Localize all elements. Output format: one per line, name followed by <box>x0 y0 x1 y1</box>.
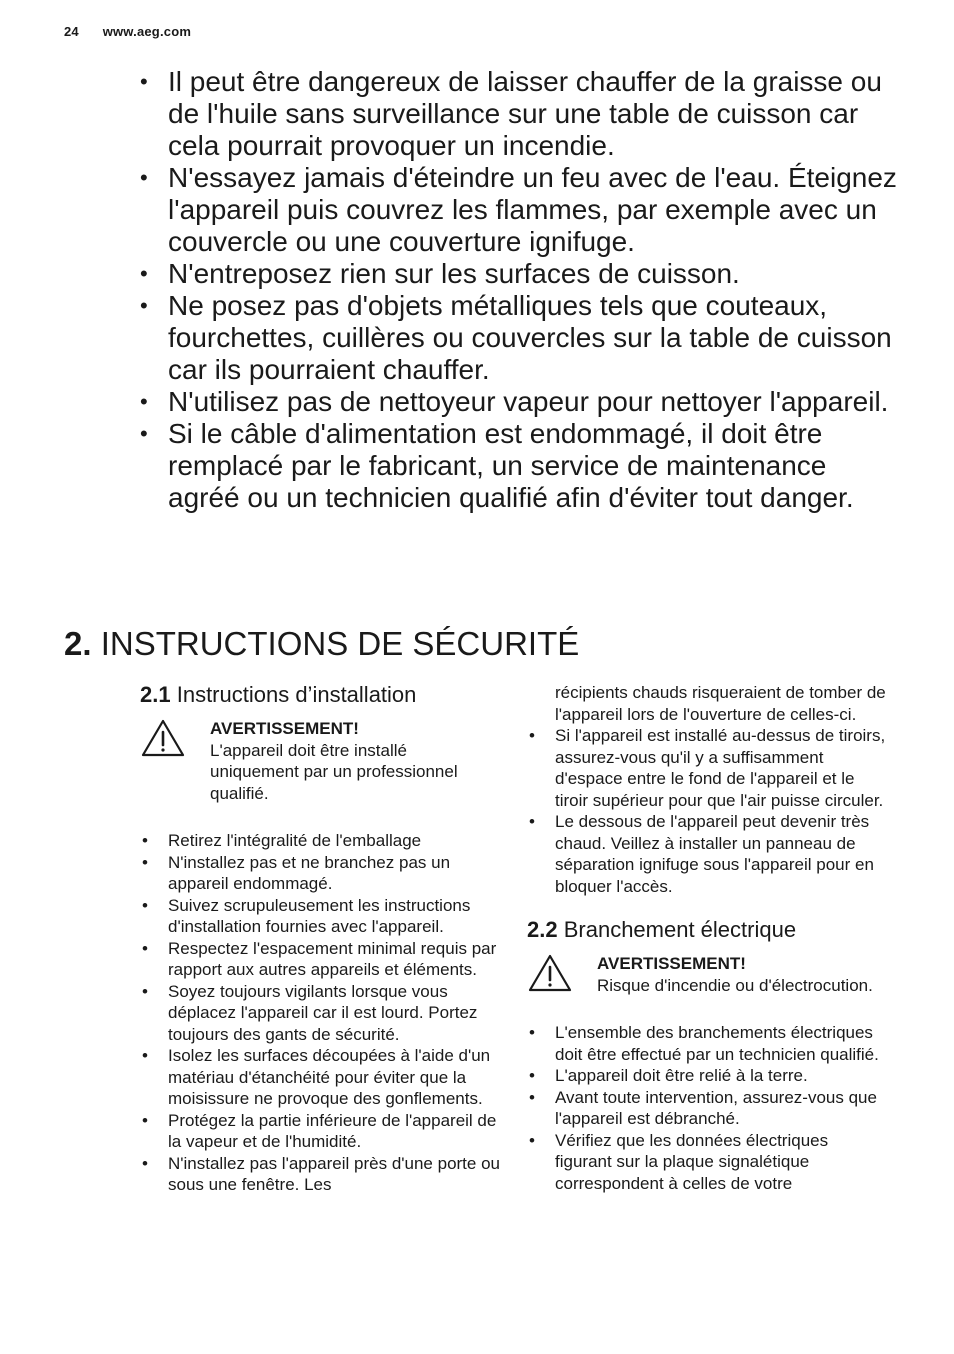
intro-safety-list <box>140 66 900 514</box>
left-column <box>140 680 500 1196</box>
list-item: • Isolez les surfaces découpées à l'aide d'un matériau d'étanchéité pour éviter que la moisissure ne provoque des gonflements. <box>140 1045 500 1110</box>
list-item: • Protégez la partie inférieure de l'appareil de la vapeur et de l'humidité. <box>140 1110 500 1153</box>
list-item: • L'appareil doit être relié à la terre. <box>527 1065 887 1087</box>
section-number: 2. <box>64 625 92 662</box>
list-item: • Suivez scrupuleusement les instructions d'installation fournies avec l'appareil. <box>140 895 500 938</box>
section-heading <box>64 622 579 666</box>
list-item: • N'installez pas l'appareil près d'une porte ou sous une fenêtre. Les <box>140 1153 500 1196</box>
subsection-title: Instructions d’installation <box>176 682 417 707</box>
list-item: • Soyez toujours vigilants lorsque vous déplacez l'appareil car il est lourd. Portez toujours des gants de sécurité. <box>140 981 500 1046</box>
list-item: • Si l'appareil est installé au-dessus de tiroirs, assurez-vous qu'il y a suffisamment d'espace entre le fond de l'appareil et le tiroir supérieur pour que l'air puisse circuler. <box>527 725 887 811</box>
list-item: • Si le câble d'alimentation est endommagé, il doit être remplacé par le fabricant, un service de maintenance agréé ou un technicien qualifié afin d'éviter tout danger. <box>140 418 900 514</box>
section-title: INSTRUCTIONS DE SÉCURITÉ <box>100 625 580 662</box>
subsection-title: Branchement électrique <box>563 917 797 942</box>
subsection-number: 2.1 <box>140 682 171 707</box>
warning-title: AVERTISSEMENT! <box>210 719 359 738</box>
list-item: • N'entreposez rien sur les surfaces de cuisson. <box>140 258 900 290</box>
subsection-number: 2.2 <box>527 917 558 942</box>
list-item: • N'essayez jamais d'éteindre un feu avec de l'eau. Éteignez l'appareil puis couvrez les flammes, par exemple avec un couvercle ou une couverture ignifuge. <box>140 162 900 258</box>
list-item: • Avant toute intervention, assurez-vous que l'appareil est débranché. <box>527 1087 887 1130</box>
list-item: • Ne posez pas d'objets métalliques tels que couteaux, fourchettes, cuillères ou couvercles sur la table de cuisson car ils pourraient chauffer. <box>140 290 900 386</box>
list-item: • Vérifiez que les données électriques figurant sur la plaque signalétique correspondent à celles de votre <box>527 1130 887 1195</box>
warning-title: AVERTISSEMENT! <box>597 954 746 973</box>
warning-triangle-icon <box>527 953 573 993</box>
page-header <box>64 24 191 39</box>
list-item: • N'utilisez pas de nettoyeur vapeur pour nettoyer l'appareil. <box>140 386 900 418</box>
warning-triangle-icon <box>140 718 186 758</box>
list-item: • L'ensemble des branchements électriques doit être effectué par un technicien qualifié. <box>527 1022 887 1065</box>
electrical-warning <box>527 953 887 996</box>
list-item: • Le dessous de l'appareil peut devenir très chaud. Veillez à installer un panneau de séparation ignifuge sous l'appareil pour en bloquer l'accès. <box>527 811 887 897</box>
right-column <box>527 682 887 1194</box>
warning-text: L'appareil doit être installé uniquement par un professionnel qualifié. <box>210 740 458 803</box>
installation-list <box>140 830 500 1196</box>
electrical-heading <box>527 915 887 945</box>
page-number: 24 <box>64 24 79 39</box>
installation-heading <box>140 680 500 710</box>
list-item: • Il peut être dangereux de laisser chauffer de la graisse ou de l'huile sans surveillance sur une table de cuisson car cela pourrait provoquer un incendie. <box>140 66 900 162</box>
list-item-continuation: récipients chauds risqueraient de tomber de l'appareil lors de l'ouverture de celles-ci. <box>555 683 886 724</box>
electrical-list <box>527 1022 887 1194</box>
warning-text: Risque d'incendie ou d'électrocution. <box>597 975 873 995</box>
list-item: • Respectez l'espacement minimal requis par rapport aux autres appareils et éléments. <box>140 938 500 981</box>
list-item: • N'installez pas et ne branchez pas un appareil endommagé. <box>140 852 500 895</box>
list-item: • Retirez l'intégralité de l'emballage <box>140 830 500 852</box>
website-url: www.aeg.com <box>102 24 192 39</box>
installation-list-continued <box>527 725 887 897</box>
installation-warning <box>140 718 500 804</box>
